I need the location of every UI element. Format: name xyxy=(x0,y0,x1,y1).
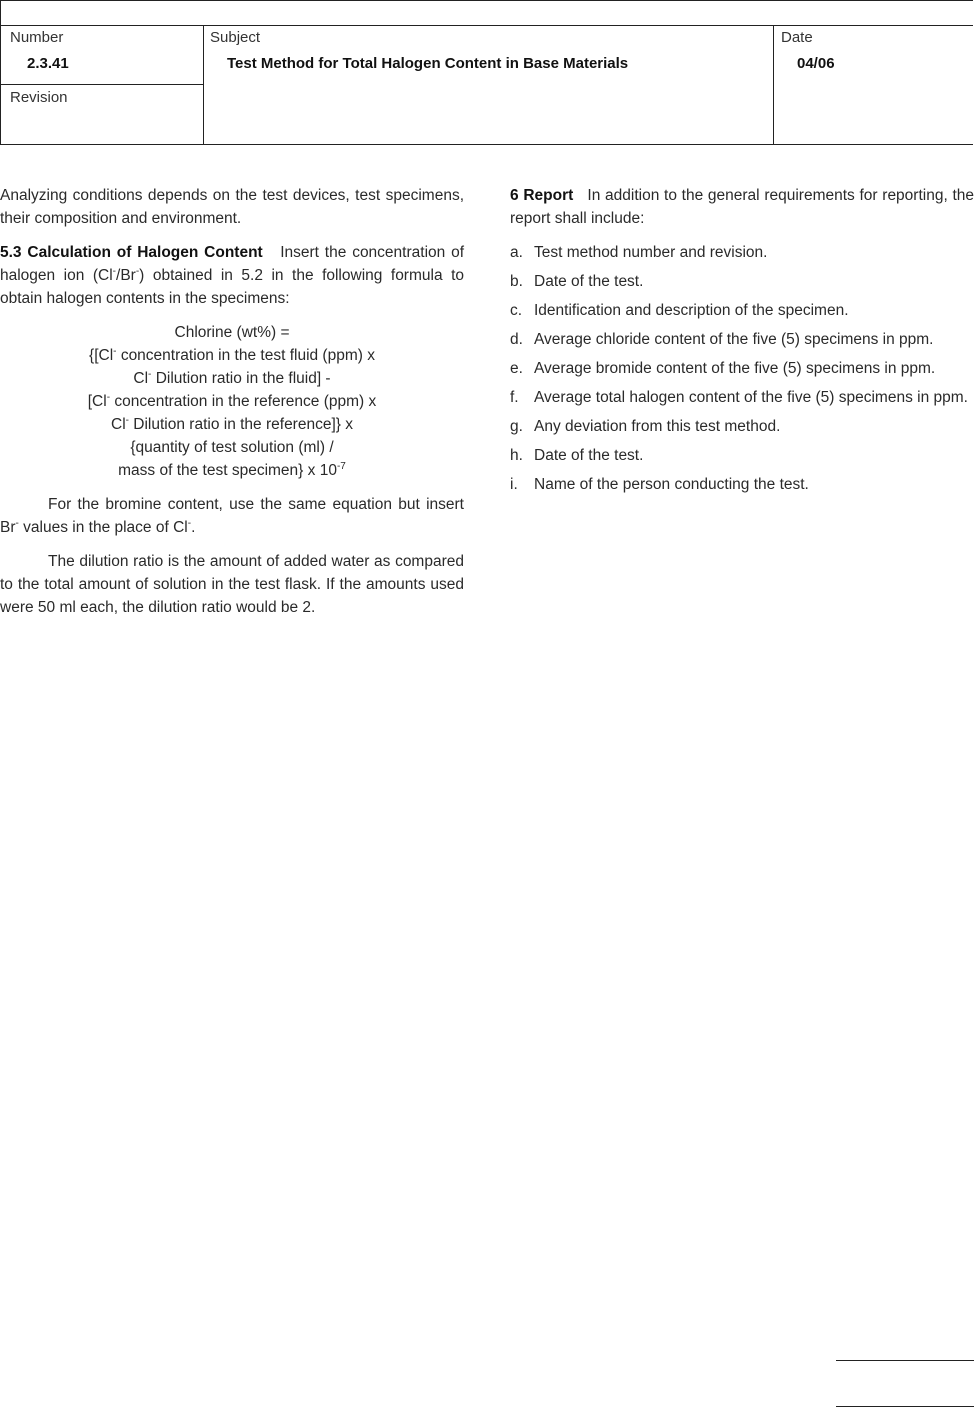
list-marker: a. xyxy=(510,244,523,261)
section-5-3: 5.3 Calculation of Halogen Content Insert the concentration of halogen ion (Cl-/Br-) obtained in 5.2 in the following formula to obtain halogen contents in the specimens: xyxy=(0,244,465,307)
footer-rule xyxy=(836,1360,974,1361)
list-marker: i. xyxy=(510,476,518,493)
list-item xyxy=(510,328,974,351)
subject-value: Test Method for Total Halogen Content in Base Materials xyxy=(227,55,629,72)
list-text: Date of the test. xyxy=(534,447,644,464)
list-item xyxy=(510,473,974,496)
report-heading: 6 Report xyxy=(510,187,574,204)
list-text: Test method number and revision. xyxy=(534,244,768,261)
list-item xyxy=(510,270,974,293)
list-marker: h. xyxy=(510,447,523,464)
list-marker: g. xyxy=(510,418,523,435)
number-value: 2.3.41 xyxy=(27,55,69,72)
divider xyxy=(1,25,973,26)
formula: Chlorine (wt%) = {[Cl- concentration in the test fluid (ppm) x Cl- Dilution ratio in the fluid] - [Cl- concentration in the reference (ppm) x Cl- Dilution ratio in the reference]} x {quantity of test solution (ml) / mass of the test specimen} x $10^{-7}$ xyxy=(87,324,377,479)
bromine-paragraph: For the bromine content, use the same equation but insert Br- values in the place of Cl-. xyxy=(0,496,464,536)
report-list xyxy=(510,241,974,496)
list-text: Average chloride content of the five (5) specimens in ppm. xyxy=(534,331,934,348)
divider xyxy=(773,25,774,144)
list-marker: e. xyxy=(510,360,523,377)
list-text: Date of the test. xyxy=(534,273,644,290)
list-marker: c. xyxy=(510,302,523,319)
list-item xyxy=(510,299,974,322)
subject-label: Subject xyxy=(210,29,261,46)
divider xyxy=(203,25,204,144)
list-text: Any deviation from this test method. xyxy=(534,418,781,435)
right-column xyxy=(510,184,974,502)
footer-rule xyxy=(836,1406,974,1407)
report-intro: 6 Report In addition to the general requirements for reporting, the report shall include: xyxy=(510,187,974,227)
list-item xyxy=(510,386,974,409)
divider xyxy=(1,84,203,85)
section-heading: 5.3 Calculation of Halogen Content xyxy=(0,244,263,261)
list-item xyxy=(510,415,974,438)
list-text: Name of the person conducting the test. xyxy=(534,476,809,493)
list-item xyxy=(510,357,974,380)
list-item xyxy=(510,241,974,264)
dilution-paragraph: The dilution ratio is the amount of added water as compared to the total amount of solution in the test flask. If the amounts used were 50 ml each, the dilution ratio would be 2. xyxy=(0,553,464,616)
list-text: Identification and description of the specimen. xyxy=(534,302,849,319)
number-label: Number xyxy=(10,29,64,46)
left-column xyxy=(0,184,464,630)
list-marker: d. xyxy=(510,331,523,348)
list-marker: b. xyxy=(510,273,523,290)
header-table xyxy=(0,0,973,145)
list-item xyxy=(510,444,974,467)
date-label: Date xyxy=(781,29,813,46)
intro-paragraph: Analyzing conditions depends on the test devices, test specimens, their composition and environment. xyxy=(0,187,464,227)
list-marker: f. xyxy=(510,389,519,406)
date-value: 04/06 xyxy=(797,55,835,72)
list-text: Average total halogen content of the five (5) specimens in ppm. xyxy=(534,389,968,406)
revision-label: Revision xyxy=(10,89,68,106)
list-text: Average bromide content of the five (5) specimens in ppm. xyxy=(534,360,936,377)
